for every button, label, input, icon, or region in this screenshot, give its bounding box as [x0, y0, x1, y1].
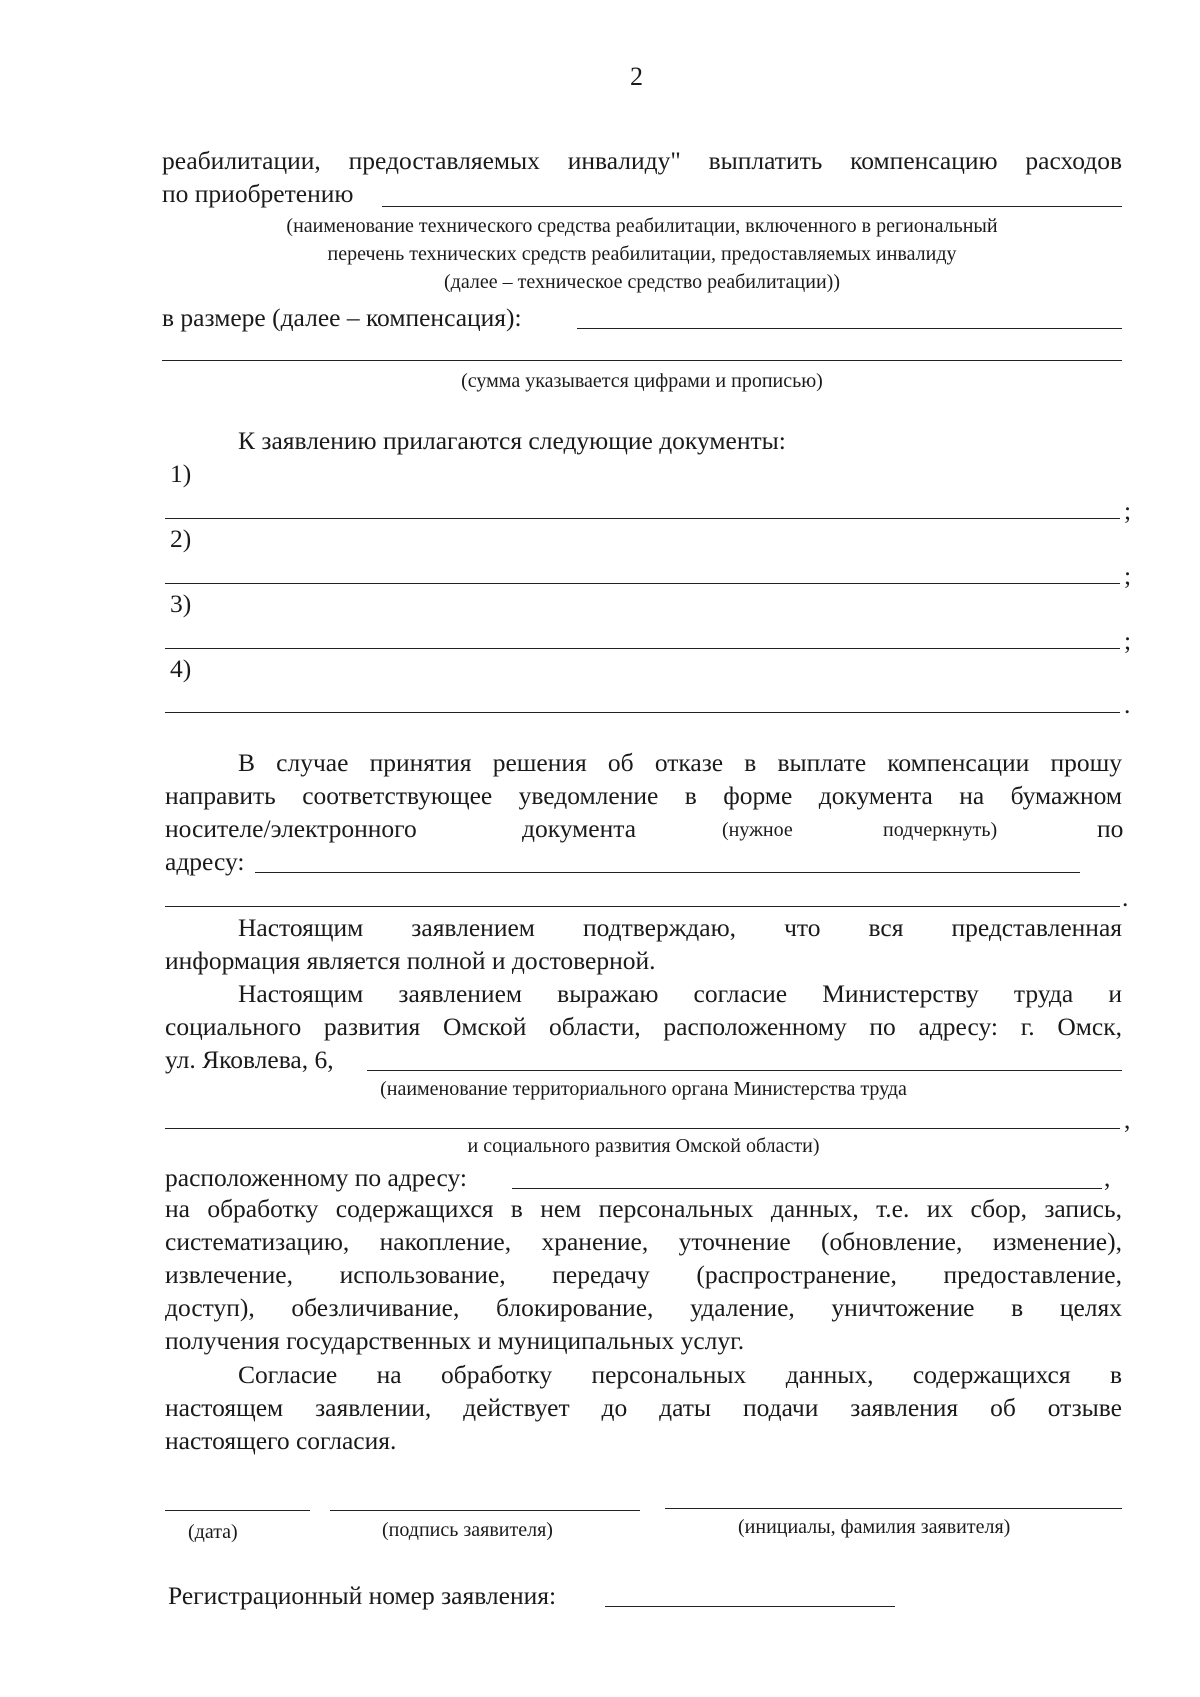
refusal-word: документа	[522, 814, 637, 843]
date-field[interactable]	[165, 1510, 310, 1511]
consent-text-4: доступ), обезличивание, блокирование, удаление, уничтожение в целях	[165, 1293, 1122, 1322]
confirm-line-2: информация является полной и достоверной.	[165, 946, 656, 975]
territorial-hint-2: и социального развития Омской области)	[467, 1135, 820, 1157]
intro-line-2: по приобретению	[162, 179, 354, 208]
attachment-end: ;	[1124, 561, 1132, 590]
name-hint: (инициалы, фамилия заявителя)	[738, 1516, 1011, 1538]
validity-line-2: настоящем заявлении, действует до даты подачи заявления об отзыве	[165, 1393, 1122, 1422]
confirm-line-1: Настоящим заявлением подтверждаю, что вся представленная	[238, 913, 1122, 942]
address-label: адресу:	[165, 847, 245, 876]
consent-text-2: систематизацию, накопление, хранение, уточнение (обновление, изменение),	[165, 1227, 1122, 1256]
refusal-word: носителе/электронного	[165, 814, 417, 843]
refusal-end: .	[1122, 883, 1129, 912]
consent-line-3: ул. Яковлева, 6,	[165, 1045, 334, 1074]
attachment-end: .	[1124, 690, 1131, 719]
territorial-body-field-line-2[interactable]	[165, 1128, 1120, 1129]
comma: ,	[1124, 1105, 1131, 1134]
attachment-number: 2)	[170, 524, 192, 553]
refusal-line-2: направить соответствующее уведомление в форме документа на бумажном	[165, 781, 1122, 810]
device-hint-2: перечень технических средств реабилитации, предоставляемых инвалиду	[327, 243, 957, 265]
territorial-body-field[interactable]	[367, 1070, 1122, 1071]
date-hint: (дата)	[188, 1521, 238, 1543]
device-hint-1: (наименование технического средства реабилитации, включенного в региональный	[286, 215, 998, 237]
validity-line-3: настоящего согласия.	[165, 1426, 397, 1455]
device-hint-3: (далее – техническое средство реабилитации))	[444, 271, 840, 293]
attachment-end: ;	[1124, 626, 1132, 655]
addr-label: расположенному по адресу:	[165, 1163, 467, 1192]
attachment-number: 1)	[170, 459, 192, 488]
consent-line-1: Настоящим заявлением выражаю согласие Министерству труда и	[238, 979, 1122, 1008]
territorial-hint-1: (наименование территориального органа Министерства труда	[380, 1078, 907, 1100]
amount-label: в размере (далее – компенсация):	[162, 303, 522, 332]
notice-address-field-line-2[interactable]	[165, 906, 1120, 907]
attachment-number: 3)	[170, 589, 192, 618]
signature-field[interactable]	[330, 1510, 640, 1511]
consent-text-5: получения государственных и муниципальных услуг.	[165, 1326, 745, 1355]
consent-text-1: на обработку содержащихся в нем персональных данных, т.е. их сбор, запись,	[165, 1194, 1122, 1223]
attachment-4-field[interactable]	[165, 712, 1120, 713]
intro-line-1: реабилитации, предоставляемых инвалиду" выплатить компенсацию расходов	[162, 146, 1122, 175]
territorial-address-field[interactable]	[512, 1188, 1102, 1189]
consent-line-2: социального развития Омской области, расположенному по адресу: г. Омск,	[165, 1012, 1122, 1041]
signature-hint: (подпись заявителя)	[382, 1519, 553, 1541]
attachment-number: 4)	[170, 654, 192, 683]
attachments-heading: К заявлению прилагаются следующие документы:	[238, 426, 786, 455]
attachment-2-field[interactable]	[165, 583, 1120, 584]
registration-label: Регистрационный номер заявления:	[168, 1581, 557, 1610]
refusal-word: подчеркнуть)	[883, 819, 998, 841]
refusal-word: (нужное	[722, 819, 793, 841]
device-name-field[interactable]	[382, 206, 1122, 207]
notice-address-field[interactable]	[255, 872, 1080, 873]
registration-number-field[interactable]	[605, 1606, 895, 1607]
consent-text-3: извлечение, использование, передачу (распространение, предоставление,	[165, 1260, 1122, 1289]
page-number: 2	[630, 62, 643, 91]
comma: ,	[1104, 1163, 1111, 1192]
attachment-1-field[interactable]	[165, 518, 1120, 519]
validity-line-1: Согласие на обработку персональных данных, содержащихся в	[238, 1360, 1122, 1389]
amount-field[interactable]	[577, 328, 1122, 329]
attachment-end: ;	[1124, 496, 1132, 525]
name-field[interactable]	[665, 1508, 1122, 1509]
attachment-3-field[interactable]	[165, 648, 1120, 649]
amount-hint: (сумма указывается цифрами и прописью)	[461, 370, 823, 392]
refusal-line-1: В случае принятия решения об отказе в выплате компенсации прошу	[238, 748, 1122, 777]
refusal-word: по	[1097, 814, 1124, 843]
amount-field-line-2[interactable]	[162, 360, 1122, 361]
